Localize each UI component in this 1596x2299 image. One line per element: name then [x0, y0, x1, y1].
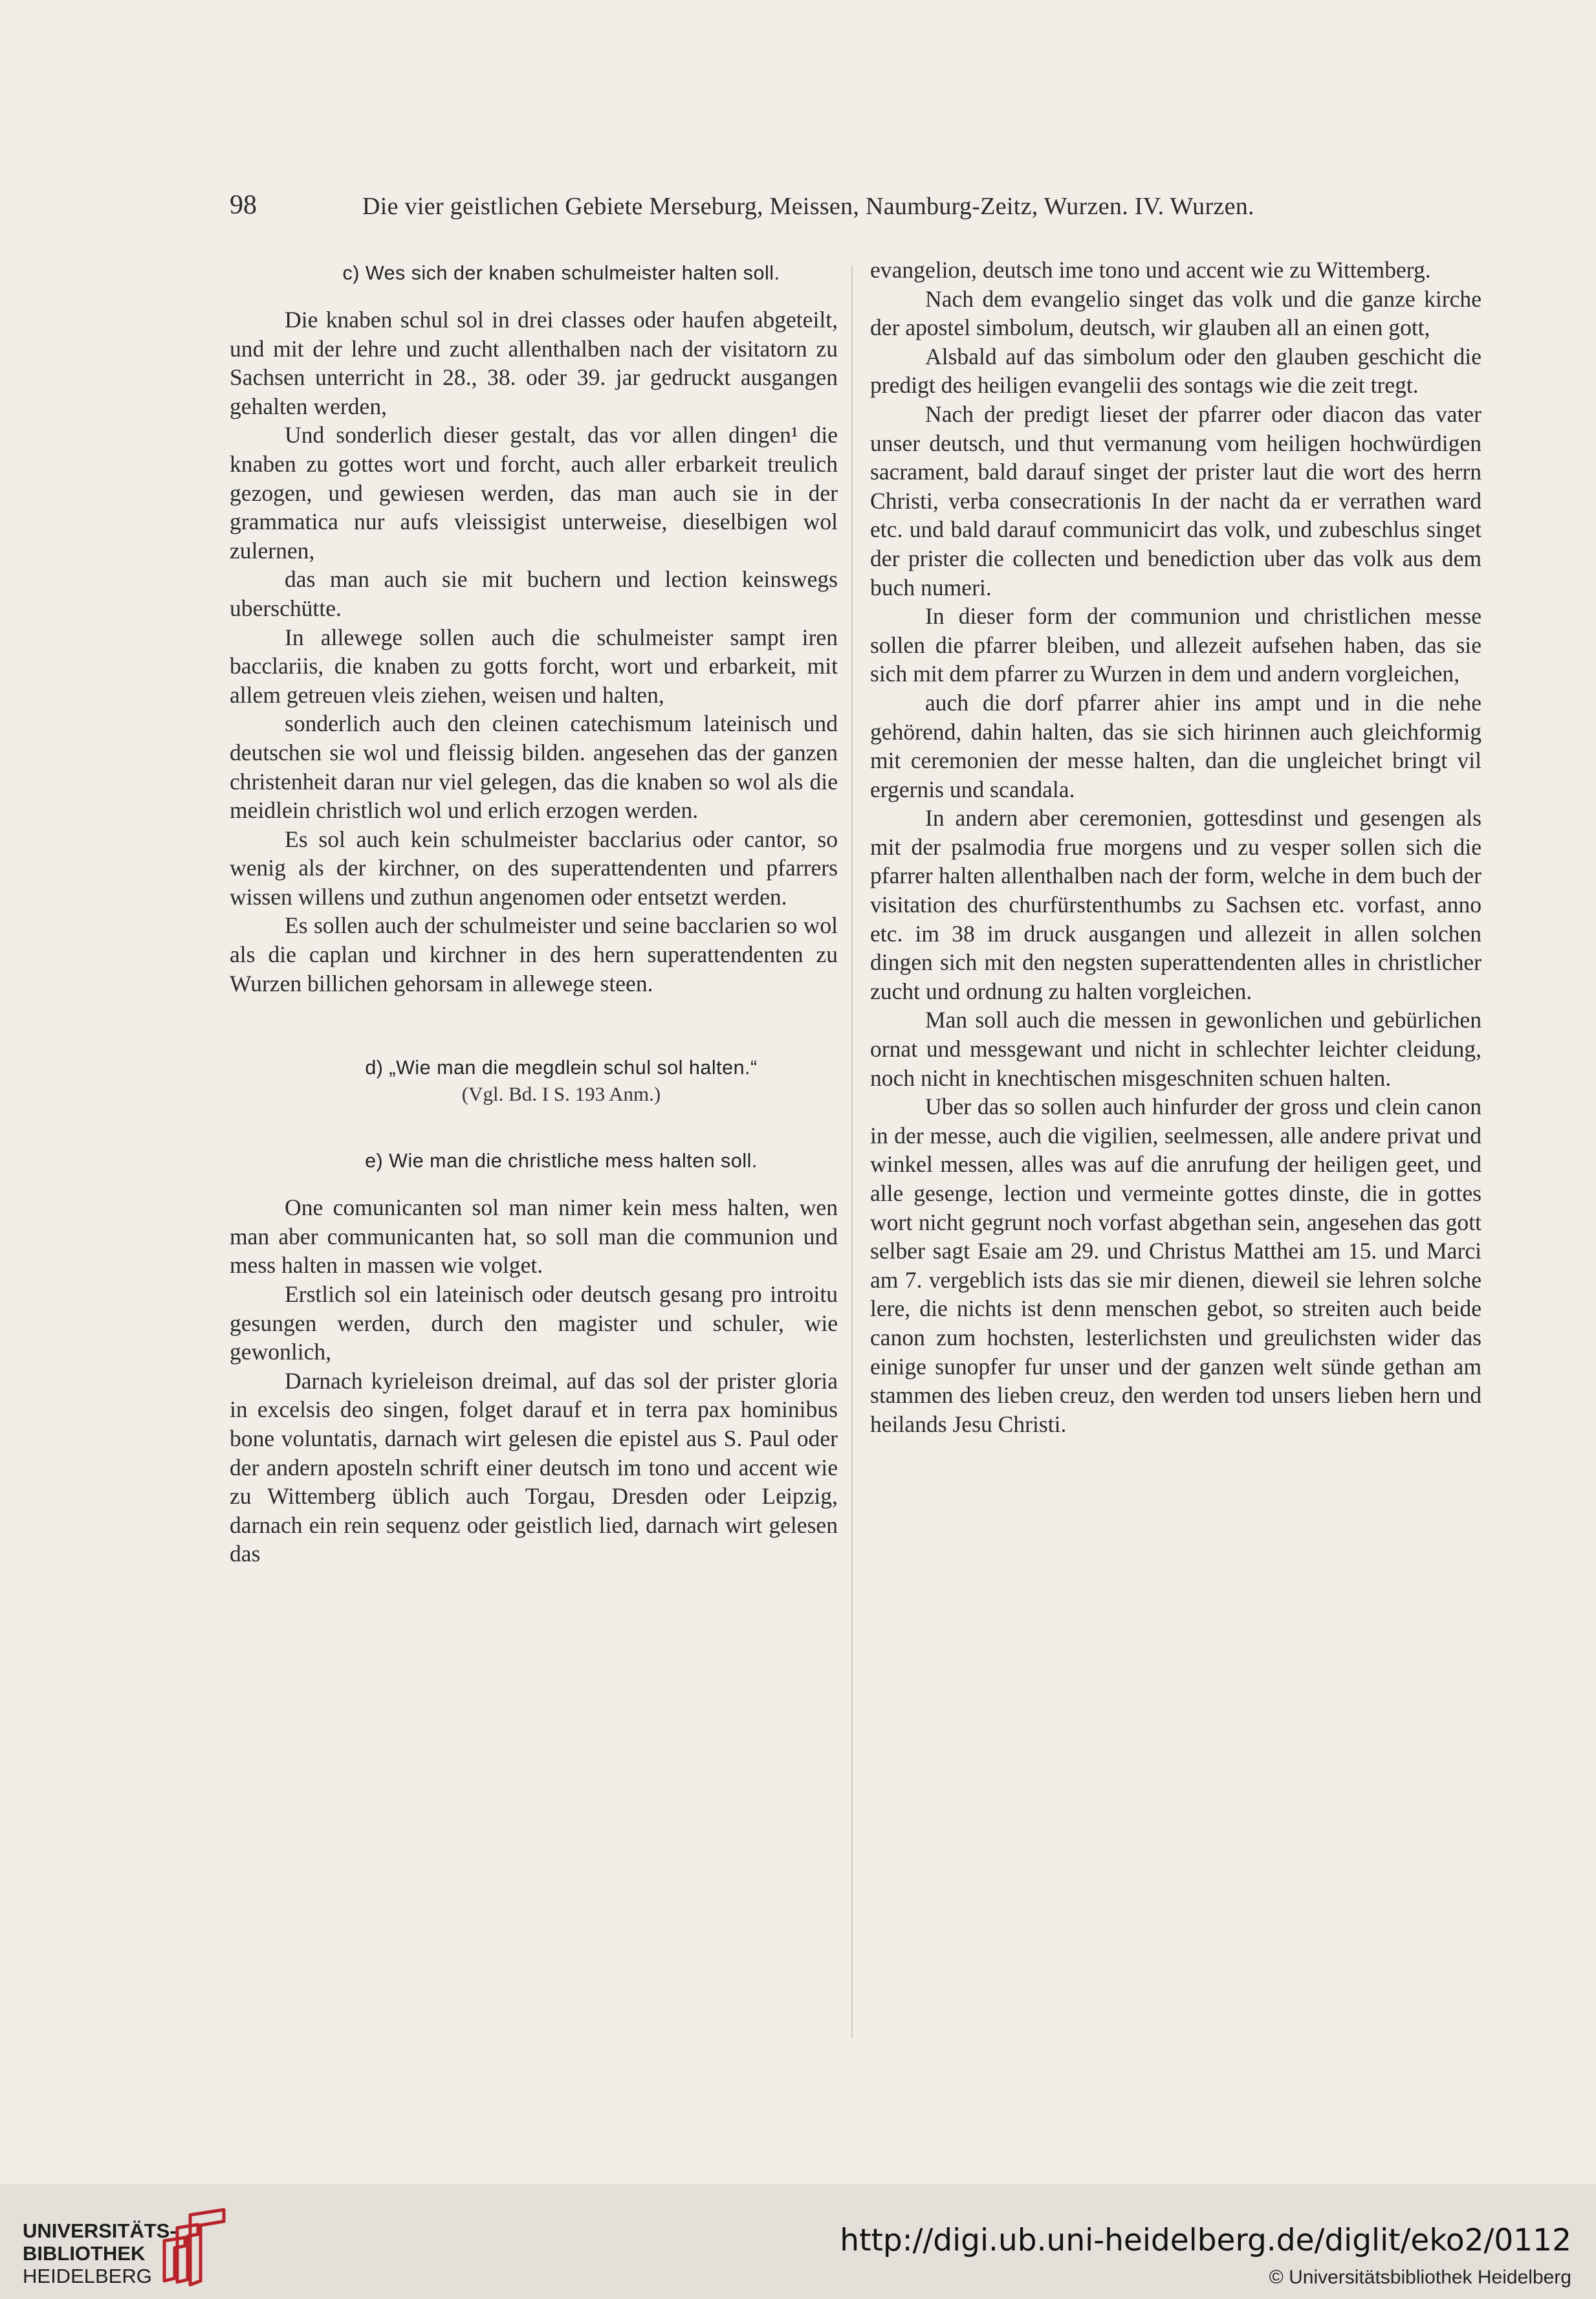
- paragraph: evangelion, deutsch ime tono und accent wie zu Wittemberg.: [870, 257, 1431, 283]
- paragraph: Es sol auch kein schulmeister bacclarius oder cantor, so wenig als der kirchner, on des superattendenten und pfarrers wissen willens und zuthun angenomen oder entsetzt werden.: [230, 826, 838, 910]
- logo-line: BIBLIOTHEK: [23, 2242, 146, 2265]
- paragraph: Erstlich sol ein lateinisch oder deutsch gesang pro introitu gesungen werden, durch den magister und schuler, wie gewonlich,: [230, 1281, 838, 1365]
- paragraph: auch die dorf pfarrer ahier ins ampt und in die nehe gehörend, dahin halten, das sie sich hirinnen auch gleichformig mit ceremonien der messe halten, dan die ungleichet bringt vil ergernis und scandala.: [870, 689, 1481, 802]
- permalink-url[interactable]: http://digi.ub.uni-heidelberg.de/diglit/eko2/0112: [840, 2223, 1571, 2258]
- paragraph: In dieser form der communion und christlichen messe sollen die pfarrer bleiben, und allezeit aufsehen haben, das sie sich mit dem pfarrer zu Wurzen in dem und andern vorgleichen,: [870, 603, 1481, 687]
- section-d-note: (Vgl. Bd. I S. 193 Anm.): [461, 1083, 661, 1106]
- paragraph: Es sollen auch der schulmeister und seine bacclarien so wol als die caplan und kirchner in des hern superattendenten zu Wurzen billichen gehorsam in allewege steen.: [230, 912, 838, 996]
- paragraph: One comunicanten sol man nimer kein mess halten, wen man aber communicanten hat, so soll man die communion und mess halten in massen wie volget.: [230, 1194, 838, 1279]
- paragraph: In allewege sollen auch die schulmeister sampt iren bacclariis, die knaben zu gotts forcht, wort und erbarkeit, mit allem getreuen vleis ziehen, weisen und halten,: [230, 624, 838, 708]
- library-logo-text: [23, 2219, 177, 2287]
- right-column: [870, 256, 1481, 1438]
- paragraph: Alsbald auf das simbolum oder den glauben geschicht die predigt des heiligen evangelii des sontags wie die zeit tregt.: [870, 343, 1481, 399]
- paragraph: Nach dem evangelio singet das volk und die ganze kirche der apostel simbolum, deutsch, wir glauben all an einen gott,: [870, 285, 1481, 341]
- running-header: [230, 190, 1370, 228]
- paragraph: sonderlich auch den cleinen catechismum lateinisch und deutschen sie wol und fleissig bilden. angesehen das der ganzen christenheit daran nur viel gelegen, das die knaben so wol als die meidlein christlich wol und erlich erzogen werden.: [230, 710, 838, 824]
- section-heading-c: c) Wes sich der knaben schulmeister halten soll.: [342, 262, 780, 284]
- library-footer: [0, 2184, 1596, 2299]
- paragraph: das man auch sie mit buchern und lection keinswegs uberschütte.: [230, 566, 838, 621]
- logo-line: UNIVERSITÄTS-: [23, 2219, 177, 2242]
- paragraph: Darnach kyrieleison dreimal, auf das sol der prister gloria in excelsis deo singen, folget darauf et in terra pax hominibus bone voluntatis, darnach wirt gelesen die epistel aus S. Paul oder der andern aposteln schrift einer deutsch im tono und accent wie zu Wittemberg üblich auch Torgau, Dresden oder Leipzig, darnach ein rein sequenz oder geistlich lied, darnach wirt gelesen das: [230, 1367, 838, 1567]
- paragraph: Uber das so sollen auch hinfurder der gross und clein canon in der messe, auch die vigilien, seelmessen, alle andere privat und winkel messen, alles was auf die anrufung der heiligen geet, und alle gesenge, lection und vermeinte gottes dinste, die in gottes wort nicht gegrunt noch vorfast abgethan sein, angesehen das gott selber sagt Esaie am 29. und Christus Matthei am 15. und Marci am 7. vergeblich ists das sie mir dienen, dieweil sie lehren solche lere, die nichts ist denn menschen gebot, so streiten auch beide canon zum hochsten, lesterlichsten und greulichsten wider das einige sunopfer fur unser und der ganzen welt sünde gethan am stammen des lieben creuz, den werden tod unsers lieben hern und heilands Jesu Christi.: [870, 1094, 1481, 1437]
- paragraph: Nach der predigt lieset der pfarrer oder diacon das vater unser deutsch, und thut vermanung vom heiligen hochwürdigen sacrament, bald darauf singet der prister laut die wort des herrn Christi, verba consecrationis In der nacht da er verrathen ward etc. und bald darauf communicirt das volk, und zubeschlus singet der prister die collecten und benediction uber das volk aus dem buch numeri.: [870, 401, 1481, 600]
- library-logo-icon: [159, 2203, 230, 2287]
- section-heading-d: d) „Wie man die megdlein schul sol halten.“: [365, 1057, 758, 1079]
- column-divider: [851, 265, 853, 2038]
- paragraph: Die knaben schul sol in drei classes oder haufen abgeteilt, und mit der lehre und zucht allenthalben nach der visitatorn zu Sachsen unterricht in 28., 38. oder 39. jar gedruckt ausgangen gehalten werden,: [230, 307, 838, 419]
- paragraph: Und sonderlich dieser gestalt, das vor allen dingen¹ die knaben zu gottes wort und forcht, auch aller erbarkeit treulich gezogen, und gewiesen werden, das man auch sie in der grammatica nur aufs vleissigist unterweise, dieselbigen wol zulernen,: [230, 422, 838, 564]
- page-number: 98: [230, 190, 257, 220]
- running-title: Die vier geistlichen Gebiete Merseburg, Meissen, Naumburg-Zeitz, Wurzen. IV. Wurzen.: [362, 193, 1254, 220]
- paragraph: Man soll auch die messen in gewonlichen und gebürlichen ornat und messgewant und nicht in schlechter leichter cleidung, noch nicht in knechtischen misgeschniten schuen halten.: [870, 1007, 1481, 1091]
- paragraph: In andern aber ceremonien, gottesdinst und gesengen als mit der psalmodia frue morgens und zu vesper sollen sich die pfarrer halten allenthalben nach der form, welche in dem buch der visitation des churfürstenthumbs zu Sachsen etc. vorfast, anno etc. im 38 im druck ausgangen und allezeit in allen solchen dingen sich mit den negsten superattendenten alles in christlicher zucht und ordnung zu halten vorgleichen.: [870, 805, 1481, 1004]
- left-column: [230, 259, 838, 1568]
- copyright-notice: © Universitätsbibliothek Heidelberg: [1269, 2267, 1571, 2288]
- logo-line: HEIDELBERG: [23, 2265, 152, 2287]
- section-heading-e: e) Wie man die christliche mess halten soll.: [365, 1150, 758, 1172]
